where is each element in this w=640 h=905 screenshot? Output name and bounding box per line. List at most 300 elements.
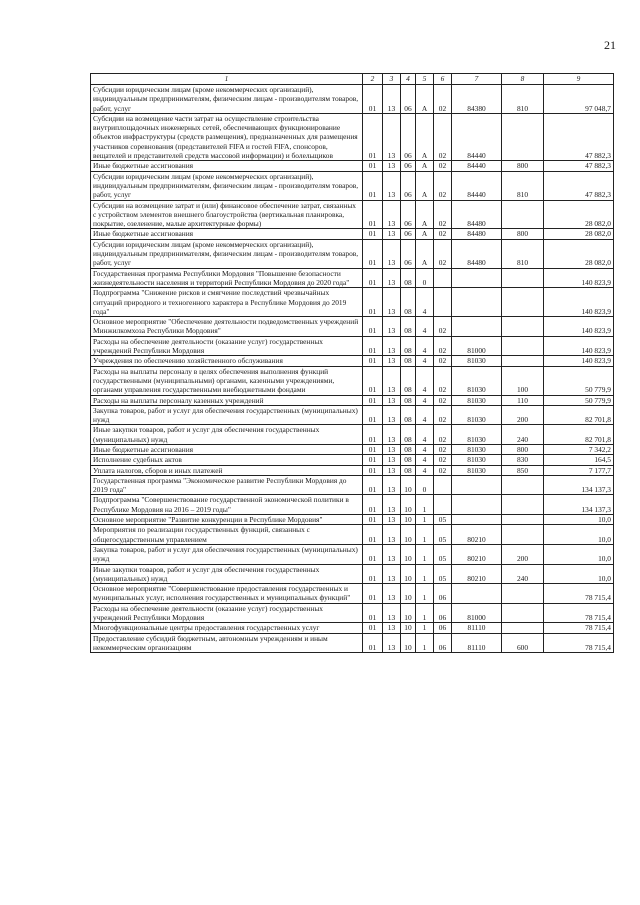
table-row: [91, 268, 614, 288]
program-code-cell: 10: [401, 603, 416, 623]
table-row: [91, 525, 614, 545]
event-code-cell: 05: [434, 544, 452, 564]
direction-code-cell: 80210: [452, 544, 502, 564]
event-code-cell: 02: [434, 455, 452, 465]
subprogram-code-cell: А: [416, 200, 434, 229]
row-name-cell: Государственная программа Республики Мордовия "Повышение безопасности жизнедеятельности населения и территорий Республики Мордовия до 2020 года": [91, 268, 363, 288]
table-row: [91, 317, 614, 337]
program-code-cell: 08: [401, 288, 416, 317]
row-name-cell: Подпрограмма "Совершенствование государственной экономической политики в Республике Мордовия на 2016 – 2019 годы": [91, 495, 363, 515]
program-code-cell: 08: [401, 395, 416, 405]
amount-cell: 28 082,0: [544, 239, 614, 268]
expense-type-cell: 600: [502, 633, 544, 653]
section-code-cell: 01: [363, 395, 383, 405]
event-code-cell: 02: [434, 336, 452, 356]
amount-cell: 97 048,7: [544, 85, 614, 114]
program-code-cell: 06: [401, 171, 416, 200]
section-code-cell: 01: [363, 623, 383, 633]
expense-type-cell: 100: [502, 366, 544, 395]
program-code-cell: 08: [401, 336, 416, 356]
subprogram-code-cell: А: [416, 85, 434, 114]
section-code-cell: 01: [363, 633, 383, 653]
program-code-cell: 08: [401, 317, 416, 337]
expense-type-cell: 800: [502, 444, 544, 454]
expense-type-cell: [502, 336, 544, 356]
expense-type-cell: [502, 200, 544, 229]
amount-cell: 47 882,3: [544, 161, 614, 171]
expense-type-cell: 240: [502, 564, 544, 584]
amount-cell: 28 082,0: [544, 200, 614, 229]
expense-type-cell: [502, 475, 544, 495]
row-name-cell: Многофункциональные центры предоставления государственных услуг: [91, 623, 363, 633]
subprogram-code-cell: 4: [416, 405, 434, 425]
program-code-cell: 10: [401, 515, 416, 525]
direction-code-cell: 81030: [452, 405, 502, 425]
subprogram-code-cell: 1: [416, 515, 434, 525]
section-code-cell: 01: [363, 229, 383, 239]
row-name-cell: Исполнение судебных актов: [91, 455, 363, 465]
program-code-cell: 08: [401, 444, 416, 454]
amount-cell: 10,0: [544, 564, 614, 584]
amount-cell: 140 823,9: [544, 336, 614, 356]
subsection-code-cell: 13: [383, 336, 401, 356]
direction-code-cell: [452, 584, 502, 604]
subsection-code-cell: 13: [383, 268, 401, 288]
event-code-cell: 02: [434, 465, 452, 475]
header-cell: 9: [544, 74, 614, 85]
expense-type-cell: 810: [502, 171, 544, 200]
program-code-cell: 10: [401, 584, 416, 604]
section-code-cell: 01: [363, 475, 383, 495]
subsection-code-cell: 13: [383, 584, 401, 604]
amount-cell: 82 701,8: [544, 405, 614, 425]
subsection-code-cell: 13: [383, 405, 401, 425]
row-name-cell: Подпрограмма "Снижение рисков и смягчение последствий чрезвычайных ситуаций природного и техногенного характера в Республике Мордовия до 2019 года": [91, 288, 363, 317]
table-row: [91, 229, 614, 239]
amount-cell: 50 779,9: [544, 395, 614, 405]
subprogram-code-cell: 1: [416, 544, 434, 564]
expense-type-cell: 800: [502, 229, 544, 239]
subsection-code-cell: 13: [383, 288, 401, 317]
expense-type-cell: [502, 525, 544, 545]
event-code-cell: 02: [434, 113, 452, 160]
section-code-cell: 01: [363, 356, 383, 366]
table-row: [91, 544, 614, 564]
direction-code-cell: [452, 475, 502, 495]
subprogram-code-cell: 4: [416, 356, 434, 366]
event-code-cell: [434, 268, 452, 288]
expense-type-cell: [502, 584, 544, 604]
amount-cell: 78 715,4: [544, 584, 614, 604]
subprogram-code-cell: 0: [416, 268, 434, 288]
event-code-cell: 02: [434, 161, 452, 171]
expense-type-cell: 200: [502, 544, 544, 564]
table-body: [91, 85, 614, 653]
table-row: [91, 623, 614, 633]
program-code-cell: 06: [401, 200, 416, 229]
event-code-cell: 02: [434, 85, 452, 114]
amount-cell: 78 715,4: [544, 633, 614, 653]
program-code-cell: 10: [401, 564, 416, 584]
expense-type-cell: [502, 356, 544, 366]
direction-code-cell: [452, 268, 502, 288]
program-code-cell: 08: [401, 268, 416, 288]
event-code-cell: 02: [434, 425, 452, 445]
expense-type-cell: [502, 288, 544, 317]
table-row: [91, 336, 614, 356]
subsection-code-cell: 13: [383, 544, 401, 564]
event-code-cell: 06: [434, 603, 452, 623]
event-code-cell: 06: [434, 584, 452, 604]
subprogram-code-cell: 1: [416, 633, 434, 653]
section-code-cell: 01: [363, 161, 383, 171]
direction-code-cell: 81110: [452, 623, 502, 633]
subsection-code-cell: 13: [383, 395, 401, 405]
table-row: [91, 584, 614, 604]
direction-code-cell: 81110: [452, 633, 502, 653]
table-row: [91, 85, 614, 114]
subprogram-code-cell: 4: [416, 336, 434, 356]
table-row: [91, 465, 614, 475]
table-row: [91, 475, 614, 495]
section-code-cell: 01: [363, 465, 383, 475]
event-code-cell: 05: [434, 564, 452, 584]
row-name-cell: Расходы на выплаты персоналу в целях обеспечения выполнения функций государственными (муниципальными) органами, казенными учреждениями, органами управления государственными внебюджетными фондами: [91, 366, 363, 395]
subsection-code-cell: 13: [383, 229, 401, 239]
program-code-cell: 08: [401, 425, 416, 445]
subprogram-code-cell: А: [416, 171, 434, 200]
table-row: [91, 366, 614, 395]
event-code-cell: 02: [434, 356, 452, 366]
event-code-cell: 02: [434, 405, 452, 425]
expense-type-cell: [502, 317, 544, 337]
subprogram-code-cell: 4: [416, 317, 434, 337]
expense-type-cell: [502, 623, 544, 633]
section-code-cell: 01: [363, 317, 383, 337]
subsection-code-cell: 13: [383, 564, 401, 584]
section-code-cell: 01: [363, 336, 383, 356]
program-code-cell: 08: [401, 465, 416, 475]
section-code-cell: 01: [363, 425, 383, 445]
event-code-cell: [434, 475, 452, 495]
section-code-cell: 01: [363, 444, 383, 454]
subprogram-code-cell: А: [416, 113, 434, 160]
event-code-cell: 02: [434, 200, 452, 229]
direction-code-cell: 80210: [452, 564, 502, 584]
row-name-cell: Основное мероприятие "Развитие конкуренции в Республике Мордовия": [91, 515, 363, 525]
header-cell: 7: [452, 74, 502, 85]
amount-cell: 47 882,3: [544, 171, 614, 200]
subsection-code-cell: 13: [383, 633, 401, 653]
direction-code-cell: 84440: [452, 161, 502, 171]
direction-code-cell: 81030: [452, 455, 502, 465]
section-code-cell: 01: [363, 564, 383, 584]
amount-cell: 7 342,2: [544, 444, 614, 454]
row-name-cell: Закупка товаров, работ и услуг для обеспечения государственных (муниципальных) нужд: [91, 405, 363, 425]
table-row: [91, 455, 614, 465]
program-code-cell: 10: [401, 544, 416, 564]
event-code-cell: 05: [434, 515, 452, 525]
row-name-cell: Иные закупки товаров, работ и услуг для обеспечения государственных (муниципальных) нужд: [91, 425, 363, 445]
program-code-cell: 06: [401, 85, 416, 114]
program-code-cell: 10: [401, 525, 416, 545]
row-name-cell: Государственная программа "Экономическое развитие Республики Мордовия до 2019 года": [91, 475, 363, 495]
table-row: [91, 444, 614, 454]
table-row: [91, 405, 614, 425]
event-code-cell: [434, 288, 452, 317]
program-code-cell: 08: [401, 405, 416, 425]
expense-type-cell: 240: [502, 425, 544, 445]
row-name-cell: Иные закупки товаров, работ и услуг для обеспечения государственных (муниципальных) нужд: [91, 564, 363, 584]
amount-cell: 28 082,0: [544, 229, 614, 239]
program-code-cell: 08: [401, 366, 416, 395]
subsection-code-cell: 13: [383, 515, 401, 525]
table-row: [91, 395, 614, 405]
direction-code-cell: 84480: [452, 200, 502, 229]
direction-code-cell: 81000: [452, 603, 502, 623]
event-code-cell: 02: [434, 444, 452, 454]
table-row: [91, 633, 614, 653]
subprogram-code-cell: 4: [416, 465, 434, 475]
subsection-code-cell: 13: [383, 475, 401, 495]
subsection-code-cell: 13: [383, 200, 401, 229]
program-code-cell: 06: [401, 113, 416, 160]
direction-code-cell: 81030: [452, 425, 502, 445]
subprogram-code-cell: А: [416, 229, 434, 239]
amount-cell: 140 823,9: [544, 317, 614, 337]
subsection-code-cell: 13: [383, 366, 401, 395]
direction-code-cell: 84380: [452, 85, 502, 114]
row-name-cell: Основное мероприятие "Обеспечение деятельности подведомственных учреждений Минжилкомхоза Республики Мордовия": [91, 317, 363, 337]
expense-type-cell: 200: [502, 405, 544, 425]
table-row: [91, 425, 614, 445]
row-name-cell: Иные бюджетные ассигнования: [91, 229, 363, 239]
amount-cell: 140 823,9: [544, 288, 614, 317]
expense-type-cell: 800: [502, 161, 544, 171]
section-code-cell: 01: [363, 200, 383, 229]
amount-cell: 10,0: [544, 544, 614, 564]
direction-code-cell: 84480: [452, 229, 502, 239]
expense-type-cell: [502, 603, 544, 623]
section-code-cell: 01: [363, 288, 383, 317]
subsection-code-cell: 13: [383, 113, 401, 160]
program-code-cell: 10: [401, 623, 416, 633]
row-name-cell: Иные бюджетные ассигнования: [91, 444, 363, 454]
subprogram-code-cell: 4: [416, 366, 434, 395]
subprogram-code-cell: 1: [416, 623, 434, 633]
program-code-cell: 06: [401, 229, 416, 239]
direction-code-cell: [452, 317, 502, 337]
section-code-cell: 01: [363, 239, 383, 268]
subprogram-code-cell: 4: [416, 288, 434, 317]
subprogram-code-cell: 4: [416, 455, 434, 465]
section-code-cell: 01: [363, 366, 383, 395]
subprogram-code-cell: 4: [416, 444, 434, 454]
section-code-cell: 01: [363, 544, 383, 564]
row-name-cell: Закупка товаров, работ и услуг для обеспечения государственных (муниципальных) нужд: [91, 544, 363, 564]
event-code-cell: 05: [434, 525, 452, 545]
table-row: [91, 200, 614, 229]
program-code-cell: 10: [401, 475, 416, 495]
direction-code-cell: 84440: [452, 113, 502, 160]
header-cell: 1: [91, 74, 363, 85]
subsection-code-cell: 13: [383, 465, 401, 475]
expense-type-cell: [502, 113, 544, 160]
amount-cell: 140 823,9: [544, 268, 614, 288]
table-row: [91, 288, 614, 317]
header-cell: 5: [416, 74, 434, 85]
section-code-cell: 01: [363, 455, 383, 465]
table-header-row: [91, 74, 614, 85]
direction-code-cell: 80210: [452, 525, 502, 545]
budget-table: [90, 73, 614, 653]
table-row: [91, 515, 614, 525]
expense-type-cell: 830: [502, 455, 544, 465]
section-code-cell: 01: [363, 495, 383, 515]
event-code-cell: [434, 495, 452, 515]
subprogram-code-cell: 4: [416, 425, 434, 445]
expense-type-cell: 810: [502, 239, 544, 268]
amount-cell: 50 779,9: [544, 366, 614, 395]
row-name-cell: Субсидии юридическим лицам (кроме некоммерческих организаций), индивидуальным предпринимателям, физическим лицам - производителям товаров, работ, услуг: [91, 171, 363, 200]
subsection-code-cell: 13: [383, 444, 401, 454]
subsection-code-cell: 13: [383, 161, 401, 171]
subprogram-code-cell: 4: [416, 395, 434, 405]
direction-code-cell: 81030: [452, 356, 502, 366]
row-name-cell: Субсидии на возмещение части затрат на осуществление строительства внутриплощадочных инженерных сетей, обеспечивающих функционирование объектов инфраструктуры (средств размещения), предназначенных для размещения участников соревнования (представителей FIFA и гостей FIFA, спонсоров, вещателей и представителей средств массовой информации) и болельщиков: [91, 113, 363, 160]
table-row: [91, 356, 614, 366]
table-row: [91, 161, 614, 171]
section-code-cell: 01: [363, 171, 383, 200]
row-name-cell: Уплата налогов, сборов и иных платежей: [91, 465, 363, 475]
table-row: [91, 239, 614, 268]
event-code-cell: 06: [434, 633, 452, 653]
row-name-cell: Предоставление субсидий бюджетным, автономным учреждениям и иным некоммерческим организациям: [91, 633, 363, 653]
direction-code-cell: 84440: [452, 171, 502, 200]
expense-type-cell: [502, 268, 544, 288]
amount-cell: 164,5: [544, 455, 614, 465]
program-code-cell: 10: [401, 633, 416, 653]
header-cell: 6: [434, 74, 452, 85]
program-code-cell: 10: [401, 495, 416, 515]
event-code-cell: 02: [434, 171, 452, 200]
subsection-code-cell: 13: [383, 425, 401, 445]
subprogram-code-cell: 1: [416, 495, 434, 515]
row-name-cell: Расходы на выплаты персоналу казенных учреждений: [91, 395, 363, 405]
section-code-cell: 01: [363, 525, 383, 545]
event-code-cell: 06: [434, 623, 452, 633]
table-row: [91, 495, 614, 515]
direction-code-cell: 81030: [452, 395, 502, 405]
table-row: [91, 603, 614, 623]
direction-code-cell: 84480: [452, 239, 502, 268]
direction-code-cell: 81030: [452, 444, 502, 454]
event-code-cell: 02: [434, 229, 452, 239]
section-code-cell: 01: [363, 515, 383, 525]
subsection-code-cell: 13: [383, 525, 401, 545]
subprogram-code-cell: 1: [416, 584, 434, 604]
section-code-cell: 01: [363, 603, 383, 623]
subsection-code-cell: 13: [383, 356, 401, 366]
amount-cell: 7 177,7: [544, 465, 614, 475]
header-cell: 8: [502, 74, 544, 85]
row-name-cell: Расходы на обеспечение деятельности (оказание услуг) государственных учреждений Республики Мордовия: [91, 603, 363, 623]
event-code-cell: 02: [434, 366, 452, 395]
subsection-code-cell: 13: [383, 623, 401, 633]
subsection-code-cell: 13: [383, 455, 401, 465]
amount-cell: 134 137,3: [544, 475, 614, 495]
subprogram-code-cell: 0: [416, 475, 434, 495]
header-cell: 2: [363, 74, 383, 85]
row-name-cell: Учреждения по обеспечению хозяйственного обслуживания: [91, 356, 363, 366]
amount-cell: 78 715,4: [544, 623, 614, 633]
amount-cell: 134 137,3: [544, 495, 614, 515]
direction-code-cell: [452, 495, 502, 515]
direction-code-cell: 81030: [452, 366, 502, 395]
row-name-cell: Субсидии на возмещение затрат и (или) финансовое обеспечение затрат, связанных с устройством элементов внешнего благоустройства (вертикальная планировка, покрытие, озеленение, малые архитектурные формы): [91, 200, 363, 229]
table-row: [91, 564, 614, 584]
row-name-cell: Расходы на обеспечение деятельности (оказание услуг) государственных учреждений Республики Мордовия: [91, 336, 363, 356]
expense-type-cell: [502, 495, 544, 515]
expense-type-cell: [502, 515, 544, 525]
subsection-code-cell: 13: [383, 317, 401, 337]
table-row: [91, 171, 614, 200]
subprogram-code-cell: А: [416, 239, 434, 268]
row-name-cell: Основное мероприятие "Совершенствование предоставления государственных и муниципальных услуг, исполнения государственных и муниципальных функций": [91, 584, 363, 604]
program-code-cell: 08: [401, 356, 416, 366]
program-code-cell: 06: [401, 239, 416, 268]
section-code-cell: 01: [363, 268, 383, 288]
subprogram-code-cell: 1: [416, 525, 434, 545]
amount-cell: 47 882,3: [544, 113, 614, 160]
amount-cell: 82 701,8: [544, 425, 614, 445]
section-code-cell: 01: [363, 113, 383, 160]
subsection-code-cell: 13: [383, 495, 401, 515]
amount-cell: 10,0: [544, 515, 614, 525]
direction-code-cell: 81000: [452, 336, 502, 356]
subprogram-code-cell: 1: [416, 564, 434, 584]
amount-cell: 78 715,4: [544, 603, 614, 623]
subsection-code-cell: 13: [383, 171, 401, 200]
event-code-cell: 02: [434, 395, 452, 405]
section-code-cell: 01: [363, 405, 383, 425]
program-code-cell: 08: [401, 455, 416, 465]
subsection-code-cell: 13: [383, 85, 401, 114]
amount-cell: 10,0: [544, 525, 614, 545]
table-row: [91, 113, 614, 160]
expense-type-cell: 850: [502, 465, 544, 475]
subprogram-code-cell: А: [416, 161, 434, 171]
direction-code-cell: [452, 515, 502, 525]
section-code-cell: 01: [363, 584, 383, 604]
row-name-cell: Субсидии юридическим лицам (кроме некоммерческих организаций), индивидуальным предпринимателям, физическим лицам - производителям товаров, работ, услуг: [91, 239, 363, 268]
header-cell: 3: [383, 74, 401, 85]
section-code-cell: 01: [363, 85, 383, 114]
event-code-cell: 02: [434, 317, 452, 337]
subsection-code-cell: 13: [383, 603, 401, 623]
expense-type-cell: 810: [502, 85, 544, 114]
amount-cell: 140 823,9: [544, 356, 614, 366]
expense-type-cell: 110: [502, 395, 544, 405]
row-name-cell: Мероприятия по реализации государственных функций, связанных с общегосударственным управлением: [91, 525, 363, 545]
header-cell: 4: [401, 74, 416, 85]
event-code-cell: 02: [434, 239, 452, 268]
row-name-cell: Иные бюджетные ассигнования: [91, 161, 363, 171]
program-code-cell: 06: [401, 161, 416, 171]
subprogram-code-cell: 1: [416, 603, 434, 623]
page-number: 21: [604, 38, 616, 52]
direction-code-cell: [452, 288, 502, 317]
